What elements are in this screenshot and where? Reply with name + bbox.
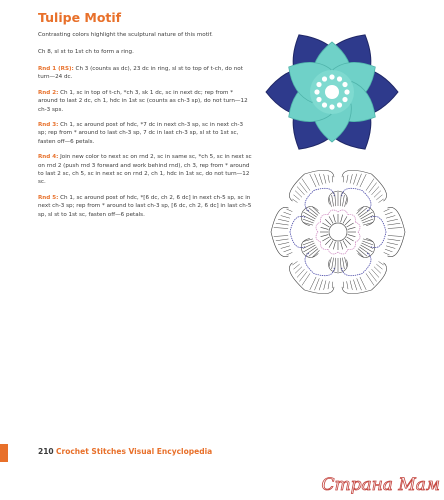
chart-outer-dc [310, 174, 316, 187]
chart-outer-dc [278, 242, 289, 244]
chart-outer-dc [299, 271, 307, 281]
chart-petal-dc [345, 257, 348, 267]
chart-center-ring [329, 223, 347, 241]
chart-outer-dc [384, 252, 390, 255]
chart-outer-dc [294, 195, 300, 200]
chart-outer-dc [387, 242, 398, 244]
round-label: Rnd 4: [38, 154, 59, 161]
chart-petal-dc [345, 197, 348, 207]
chart-dc-symbol [321, 227, 329, 229]
chart-petal-dc [329, 257, 332, 267]
chart-petal-dc [303, 212, 315, 219]
footer-accent-bar [0, 444, 8, 462]
chart-dc-symbol [333, 215, 335, 223]
chart-dc-symbol [341, 242, 343, 250]
chart-outer-dc [302, 273, 310, 285]
chart-dc-symbol [347, 223, 354, 227]
chart-dc-symbol [325, 219, 331, 225]
eyelet [322, 102, 327, 107]
book-title: Crochet Stitches Visual Encyclopedia [56, 447, 213, 456]
chart-outer-dc [287, 252, 293, 255]
chart-outer-dc [374, 191, 381, 198]
chart-outer-outline [388, 207, 405, 256]
chart-petal-dc [332, 195, 334, 206]
chart-dc-symbol [348, 227, 356, 229]
chart-outer-dc [314, 174, 319, 186]
chart-chain-arc [355, 232, 360, 242]
eyelet [316, 82, 321, 87]
chart-dc-symbol [322, 237, 329, 241]
chart-dc-symbol [341, 215, 343, 223]
chart-outer-dc [310, 277, 316, 290]
chart-outer-dc [292, 261, 297, 265]
chart-chain-loop [371, 216, 386, 247]
chart-petal-dc [306, 247, 317, 254]
chart-outer-outline [342, 170, 387, 201]
chart-petal-dc [340, 258, 341, 271]
chart-dc-symbol [345, 219, 351, 225]
instructions-column [38, 10, 252, 226]
chart-outer-dc [378, 261, 383, 265]
chart-outer-dc [376, 195, 382, 200]
round-1-instructions [38, 65, 252, 82]
chart-chain-loop [305, 188, 334, 211]
chart-outer-dc [284, 212, 292, 215]
chart-outer-dc [274, 235, 288, 236]
chart-outer-outline [271, 207, 288, 256]
chart-petal-dc [335, 193, 336, 206]
chart-chain-arc [338, 249, 348, 254]
chart-petal-dc [335, 258, 336, 271]
chart-petal-dc [361, 212, 373, 219]
eyelet [329, 104, 334, 109]
chart-outer-dc [350, 174, 352, 183]
chart-outer-dc [332, 176, 333, 182]
chart-outer-dc [385, 249, 393, 252]
chart-petal-dc [303, 243, 315, 248]
chart-outer-dc [343, 176, 344, 182]
center-ring-hole [325, 85, 339, 99]
chart-outer-dc [366, 179, 374, 191]
chart-outer-dc [299, 183, 307, 193]
chart-chain-arc [328, 249, 338, 254]
chart-petal-dc [359, 210, 370, 217]
chart-petal-dc [312, 206, 319, 213]
chart-petal-dc [303, 216, 315, 221]
chart-outer-dc [386, 246, 395, 249]
chart-outer-dc [385, 212, 393, 215]
chart-outer-dc [284, 249, 292, 252]
chart-outer-dc [347, 281, 348, 289]
chart-outer-dc [369, 183, 377, 193]
chart-dc-symbol [329, 216, 333, 223]
chart-petal-dc [306, 210, 317, 217]
round-text: Ch 1, sc around post of hdc, *[6 dc, ch 2, 6 dc] in next ch-5 sp, sc in next ch-3 sp; rep from * around to last ch-3 sp, [6 dc, ch 2, 6 dc] in last ch-5 sp, sl st to 1st sc, fasten off—6 petals. [38, 194, 252, 218]
eyelet [342, 97, 347, 102]
chart-outer-dc [376, 264, 382, 269]
chart-outer-dc [328, 281, 329, 289]
round-text: Ch 3 (counts as dc), 23 dc in ring, sl st to top of t-ch, do not turn—24 dc. [38, 66, 243, 81]
chart-outer-outline [342, 263, 387, 294]
chart-dc-symbol [329, 241, 333, 248]
chart-outer-dc [302, 179, 310, 191]
foundation-instructions: Ch 8, sl st to 1st ch to form a ring. [38, 49, 134, 55]
round-text: Ch 1, sc in top of t-ch, *ch 3, sk 1 dc, sc in next dc; rep from * around to last 2 dc, ch 1, hdc in 1st sc (counts as ch-3 sp), do not turn—12 ch-3 sps. [38, 89, 248, 113]
round-2-instructions [38, 89, 252, 114]
eyelet [322, 76, 327, 81]
chart-petal-dc [342, 195, 344, 206]
chart-petal-dc [359, 247, 370, 254]
chart-outer-dc [343, 282, 344, 288]
stitch-chart [268, 162, 408, 302]
chart-outer-dc [281, 216, 290, 219]
chart-outer-dc [276, 239, 289, 241]
chart-outer-dc [387, 219, 398, 221]
chart-outer-outline [289, 263, 334, 294]
chart-dc-symbol [322, 223, 329, 227]
eyelet [337, 76, 342, 81]
stitch-symbols [271, 170, 405, 293]
eyelet [342, 82, 347, 87]
chart-outer-dc [388, 239, 401, 241]
chart-outer-dc [295, 191, 302, 198]
pattern-title: Tulipe Motif [38, 10, 122, 25]
chart-outer-dc [378, 199, 383, 203]
chart-outer-dc [328, 175, 329, 183]
chart-outer-dc [287, 209, 293, 212]
page-number: 210 [38, 447, 54, 456]
chart-outer-dc [388, 223, 401, 225]
watermark-text: Страна Мам [321, 475, 440, 495]
chart-dc-symbol [345, 239, 351, 245]
round-4-instructions [38, 153, 252, 187]
chart-chain-arc [328, 210, 338, 215]
chart-dc-symbol [343, 216, 347, 223]
chart-outer-dc [384, 209, 390, 212]
chart-chain-arc [355, 222, 360, 232]
chart-outer-dc [360, 174, 366, 187]
chart-outer-dc [332, 282, 333, 288]
chart-chain-loop [305, 253, 334, 276]
round-text: Ch 1, sc around post of hdc, *7 dc in next ch-3 sp, sc in next ch-3 sp; rep from * around to last ch-3 sp, 7 dc in last ch-3 sp, sl st to 1st sc, fasten off—6 petals. [38, 122, 244, 145]
chart-chain-arc [338, 210, 348, 215]
chart-outer-dc [294, 264, 300, 269]
chart-outer-dc [295, 267, 302, 274]
eyelet [316, 97, 321, 102]
eyelet [337, 102, 342, 107]
round-3-instructions [38, 121, 252, 146]
chart-dc-symbol [321, 235, 329, 237]
chart-outer-dc [386, 216, 395, 219]
chart-dc-symbol [325, 239, 331, 245]
chart-outer-dc [319, 174, 322, 185]
chart-outer-dc [353, 280, 356, 291]
chart-chain-loop [290, 216, 305, 247]
chart-petal-dc [357, 206, 364, 213]
round-5-instructions [38, 194, 252, 219]
chart-dc-symbol [347, 237, 354, 241]
chart-outer-dc [292, 199, 297, 203]
chart-outer-dc [357, 278, 362, 290]
round-text: Join new color to next sc on rnd 2, sc in same sc, *ch 5, sc in next sc on rnd 2 (push rnd 3 forward and work behind rnd), ch 3, rep from * around to last 2 sc, ch 5, sc in next sc on rnd 2, ch 1, hdc in 1st sc, do not turn—12 sc. [38, 154, 252, 186]
round-label: Rnd 3: [38, 122, 59, 129]
chart-outer-dc [369, 271, 377, 281]
chart-dc-symbol [333, 242, 335, 250]
chart-outer-dc [319, 280, 322, 291]
chart-petal-dc [362, 216, 374, 221]
eyelet [344, 89, 349, 94]
chart-outer-dc [374, 267, 381, 274]
chart-outer-dc [314, 278, 319, 290]
round-label: Rnd 5: [38, 194, 59, 201]
chart-outer-dc [388, 235, 402, 236]
chart-outer-dc [274, 227, 288, 228]
chart-outer-dc [353, 174, 356, 185]
chart-petal-dc [332, 258, 334, 269]
chart-chain-arc [316, 232, 321, 242]
chart-outer-dc [278, 219, 289, 221]
chart-petal-dc [312, 250, 319, 257]
chart-outer-dc [347, 175, 348, 183]
round-label: Rnd 1 (RS): [38, 66, 74, 72]
motif-photo [262, 22, 402, 162]
chart-outer-dc [360, 277, 366, 290]
chart-dc-symbol [343, 241, 347, 248]
chart-outer-dc [324, 174, 326, 183]
chart-petal-dc [342, 258, 344, 269]
chart-petal-dc [303, 245, 315, 252]
eyelet [329, 74, 334, 79]
chart-petal-dc [357, 250, 364, 257]
round-label: Rnd 2: [38, 89, 59, 96]
chart-petal-dc [361, 245, 373, 252]
chart-petal-dc [362, 243, 374, 248]
chart-outer-dc [281, 246, 290, 249]
chart-outer-dc [324, 281, 326, 290]
chart-chain-loop [342, 188, 371, 211]
chart-outer-dc [350, 281, 352, 290]
chart-petal-dc [340, 193, 341, 206]
chart-chain-arc [316, 222, 321, 232]
chart-outer-dc [388, 227, 402, 228]
chart-outer-dc [366, 273, 374, 285]
watermark-logo [280, 466, 444, 500]
chart-outer-dc [276, 223, 289, 225]
pattern-intro: Contrasting colors highlight the sculptural nature of this motif. [38, 32, 213, 38]
chart-outer-dc [357, 174, 362, 186]
chart-dc-symbol [348, 235, 356, 237]
chart-chain-loop [342, 253, 371, 276]
eyelet [314, 89, 319, 94]
chart-outer-outline [289, 170, 334, 201]
page-footer [0, 444, 444, 462]
chart-petal-dc [329, 197, 332, 207]
